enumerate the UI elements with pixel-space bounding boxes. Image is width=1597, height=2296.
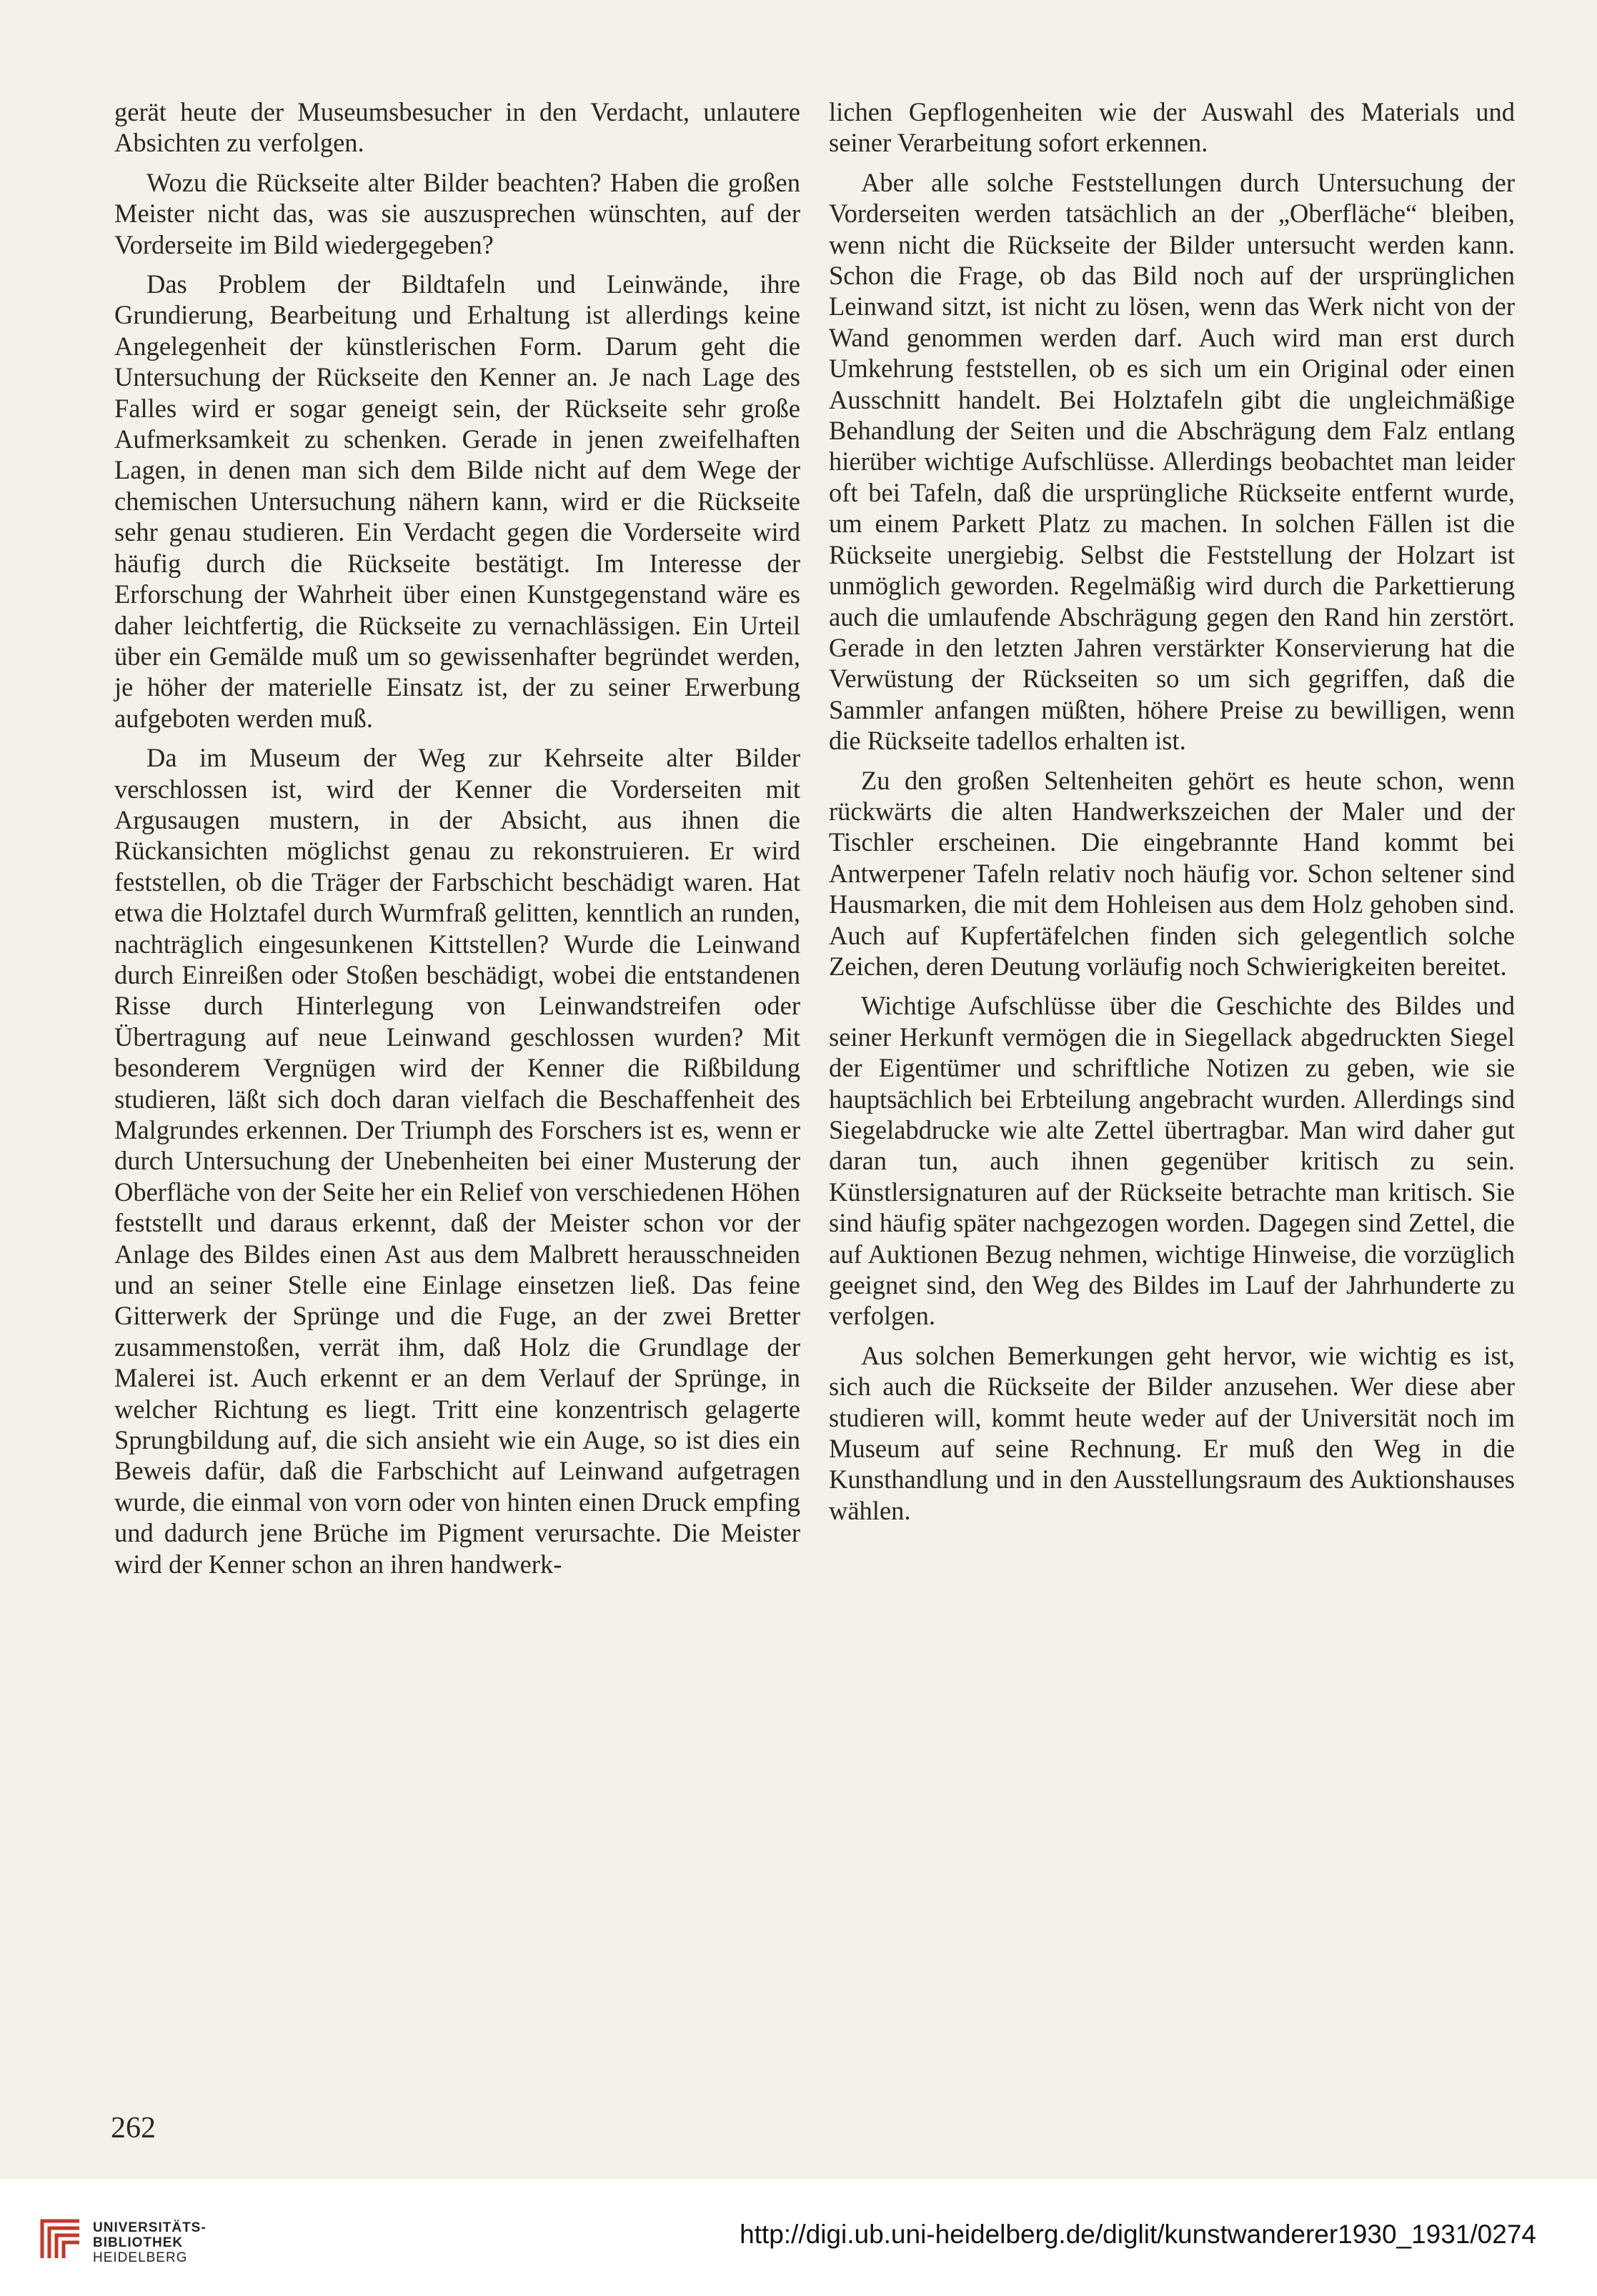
paragraph: Da im Museum der Weg zur Kehrseite alter Bilder verschlossen ist, wird der Kenner die Vorderseiten mit Argusaugen mustern, in der Absicht, aus ihnen die Rückansichten möglichst genau zu rekonstruieren. Er wird feststellen, ob die Träger der Farbschicht beschädigt waren. Hat etwa die Holztafel durch Wurmfraß gelitten, kenntlich an runden, nachträglich eingesunkenen Kittstellen? Wurde die Leinwand durch Einreißen oder Stoßen beschädigt, wobei die entstandenen Risse durch Hinterlegung von Leinwandstreifen oder Übertragung auf neue Leinwand geschlossen wurden? Mit besonderem Vergnügen wird der Kenner die Rißbildung studieren, läßt sich doch daran vielfach die Beschaffenheit des Malgrundes erkennen. Der Triumph des Forschers ist es, wenn er durch Untersuchung der Unebenheiten bei einer Musterung der Oberfläche von der Seite her ein Relief von verschiedenen Höhen feststellt und daraus erkennt, daß der Meister schon vor der Anlage des Bildes einen Ast aus dem Malbrett herausschneiden und an seiner Stelle eine Einlage einsetzen ließ. Das feine Gitterwerk der Sprünge und die Fuge, an der zwei Bretter zusammenstoßen, verrät ihm, daß Holz die Grundlage der Malerei ist. Auch erkennt er an dem Verlauf der Sprünge, in welcher Richtung es liegt. Tritt eine konzentrisch gelagerte Sprungbildung auf, die sich ansieht wie ein Auge, so ist dies ein Beweis dafür, daß die Farbschicht auf Leinwand aufgetragen wurde, die einmal von vorn oder von hinten einen Druck empfing und dadurch jene Brüche im Pigment verursachte. Die Meister wird der Kenner schon an ihren handwerk-	[114, 743, 800, 1579]
library-name-line: HEIDELBERG	[93, 2250, 188, 2265]
page-number: 262	[111, 2112, 156, 2145]
paragraph: lichen Gepflogenheiten wie der Auswahl des Materials und seiner Verarbeitung sofort erkennen.	[829, 97, 1515, 158]
permalink-url[interactable]: http://digi.ub.uni-heidelberg.de/diglit/kunstwanderer1930_1931/0274	[740, 2220, 1536, 2249]
library-name	[93, 2220, 207, 2265]
paragraph: Aber alle solche Feststellungen durch Untersuchung der Vorderseiten werden tatsächlich an der „Oberfläche“ bleiben, wenn nicht die Rückseite der Bilder untersucht werden kann. Schon die Frage, ob das Bild noch auf der ursprünglichen Leinwand sitzt, ist nicht zu lösen, wenn das Werk nicht von der Wand genommen werden darf. Auch wird man erst durch Umkehrung feststellen, ob es sich um ein Original oder einen Ausschnitt handelt. Bei Holztafeln gibt die ungleichmäßige Behandlung der Seiten und die Abschrägung dem Falz entlang hierüber wichtige Aufschlüsse. Allerdings beobachtet man leider oft bei Tafeln, daß die ursprüngliche Rückseite entfernt wurde, um einem Parkett Platz zu machen. In solchen Fällen ist die Rückseite unergiebig. Selbst die Feststellung der Holzart ist unmöglich geworden. Regelmäßig wird durch die Parkettierung auch die umlaufende Abschrägung gegen den Rand hin zerstört. Gerade in den letzten Jahren verstärkter Konservierung hat die Verwüstung der Rückseiten so um sich gegriffen, daß die Sammler anfangen müßten, höhere Preise zu bewilligen, wenn die Rückseite tadellos erhalten ist.	[829, 167, 1515, 756]
paragraph: Wozu die Rückseite alter Bilder beachten? Haben die großen Meister nicht das, was sie auszusprechen wünschten, auf der Vorderseite im Bild wiedergegeben?	[114, 167, 800, 259]
paragraph: Aus solchen Bemerkungen geht hervor, wie wichtig es ist, sich auch die Rückseite der Bilder anzusehen. Wer diese aber studieren will, kommt heute weder auf der Universität noch im Museum auf seine Rechnung. Er muß den Weg in die Kunsthandlung und in den Ausstellungsraum des Auktionshauses wählen.	[829, 1340, 1515, 1525]
paragraph: Das Problem der Bildtafeln und Leinwände, ihre Grundierung, Bearbeitung und Erhaltung ist allerdings keine Angelegenheit der künstlerischen Form. Darum geht die Untersuchung der Rückseite den Kenner an. Je nach Lage des Falles wird er sogar geneigt sein, der Rückseite sehr große Aufmerksamkeit zu schenken. Gerade in jenen zweifelhaften Lagen, in denen man sich dem Bilde nicht auf dem Wege der chemischen Untersuchung nähern kann, wird er die Rückseite sehr genau studieren. Ein Verdacht gegen die Vorderseite wird häufig durch die Rückseite bestätigt. Im Interesse der Erforschung der Wahrheit über einen Kunstgegenstand wäre es daher leichtfertig, die Rückseite zu vernachlässigen. Ein Urteil über ein Gemälde muß um so gewissenhafter begründet werden, je höher der materielle Einsatz ist, der zu seiner Erwerbung aufgeboten werden muß.	[114, 269, 800, 733]
library-logo-icon	[39, 2218, 82, 2261]
paragraph: Zu den großen Seltenheiten gehört es heute schon, wenn rückwärts die alten Handwerkszeichen der Maler und der Tischler erscheinen. Die eingebrannte Hand kommt bei Antwerpener Tafeln relativ noch häufig vor. Schon seltener sind Hausmarken, die mit dem Hohleisen aus dem Holz gehoben sind. Auch auf Kupfertäfelchen finden sich gelegentlich solche Zeichen, deren Deutung vorläufig noch Schwierigkeiten bereitet.	[829, 765, 1515, 981]
left-text-column	[114, 96, 800, 1588]
library-name-line: BIBLIOTHEK	[93, 2235, 184, 2250]
paragraph: gerät heute der Museumsbesucher in den Verdacht, unlautere Absichten zu verfolgen.	[114, 97, 800, 158]
paragraph: Wichtige Aufschlüsse über die Geschichte des Bildes und seiner Herkunft vermögen die in Siegellack abgedruckten Siegel der Eigentümer und schriftliche Notizen zu geben, wie sie hauptsächlich bei Erbteilung angebracht wurden. Allerdings sind Siegelabdrucke wie alte Zettel übertragbar. Man wird daher gut daran tun, auch ihnen gegenüber kritisch zu sein. Künstlersignaturen auf der Rückseite betrachte man kritisch. Sie sind häufig später nachgezogen worden. Dagegen sind Zettel, die auf Auktionen Bezug nehmen, wichtige Hinweise, die vorzüglich geeignet sind, den Weg des Bildes im Lauf der Jahrhunderte zu verfolgen.	[829, 991, 1515, 1331]
digitization-footer	[0, 2179, 1597, 2296]
library-name-line: UNIVERSITÄTS-	[93, 2220, 207, 2235]
right-text-column	[829, 96, 1515, 1534]
